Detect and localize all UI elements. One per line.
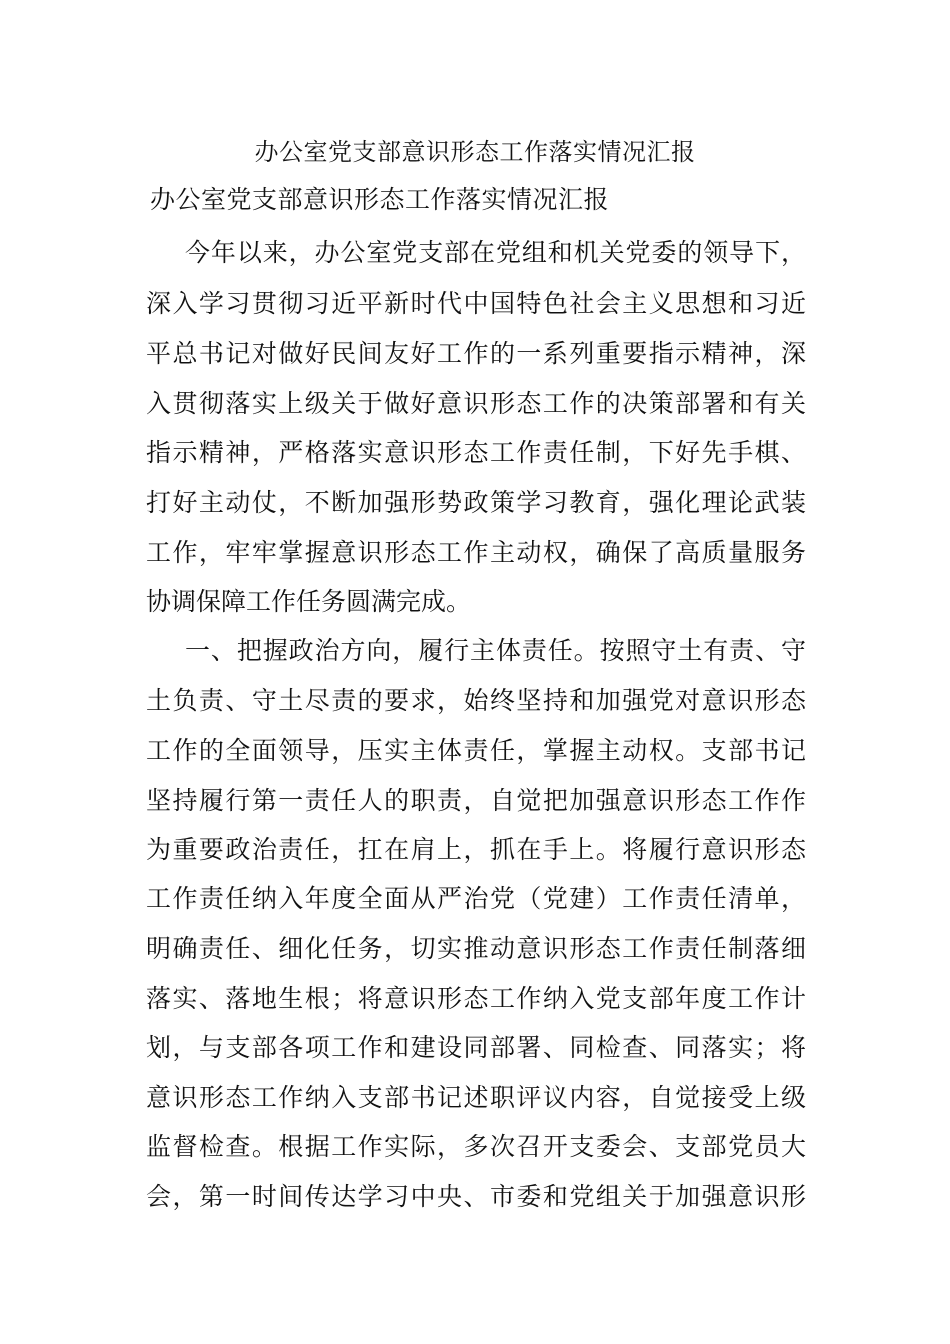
text-line: 工作责任纳入年度全面从严治党（党建）工作责任清单，	[146, 884, 806, 913]
text-line: 划，与支部各项工作和建设同部署、同检查、同落实；将	[146, 1033, 806, 1062]
text-line: 深入学习贯彻习近平新时代中国特色社会主义思想和习近	[146, 289, 806, 318]
text-line: 意识形态工作纳入支部书记述职评议内容，自觉接受上级	[146, 1083, 806, 1112]
text-line: 指示精神，严格落实意识形态工作责任制，下好先手棋、	[146, 438, 806, 467]
text-line: 工作的全面领导，压实主体责任，掌握主动权。支部书记	[146, 736, 806, 765]
text-line: 会，第一时间传达学习中央、市委和党组关于加强意识形	[146, 1182, 806, 1211]
document-title: 办公室党支部意识形态工作落实情况汇报	[254, 138, 696, 166]
text-line: 落实、落地生根；将意识形态工作纳入党支部年度工作计	[146, 984, 806, 1013]
document-subtitle: 办公室党支部意识形态工作落实情况汇报	[150, 185, 610, 214]
text-line: 今年以来，办公室党支部在党组和机关党委的领导下，	[185, 238, 806, 267]
text-line: 入贯彻落实上级关于做好意识形态工作的决策部署和有关	[146, 389, 806, 418]
text-line: 协调保障工作任务圆满完成。	[146, 587, 472, 616]
text-line: 打好主动仗，不断加强形势政策学习教育，强化理论武装	[146, 488, 806, 517]
text-line: 一、把握政治方向，履行主体责任。按照守土有责、守	[185, 636, 806, 665]
text-line: 坚持履行第一责任人的职责，自觉把加强意识形态工作作	[146, 786, 806, 815]
text-line: 平总书记对做好民间友好工作的一系列重要指示精神，深	[146, 339, 806, 368]
text-line: 土负责、守土尽责的要求，始终坚持和加强党对意识形态	[146, 686, 806, 715]
text-line: 监督检查。根据工作实际，多次召开支委会、支部党员大	[146, 1132, 806, 1161]
text-line: 为重要政治责任，扛在肩上，抓在手上。将履行意识形态	[146, 835, 806, 864]
text-line: 工作，牢牢掌握意识形态工作主动权，确保了高质量服务	[146, 538, 806, 567]
text-line: 明确责任、细化任务，切实推动意识形态工作责任制落细	[146, 934, 806, 963]
